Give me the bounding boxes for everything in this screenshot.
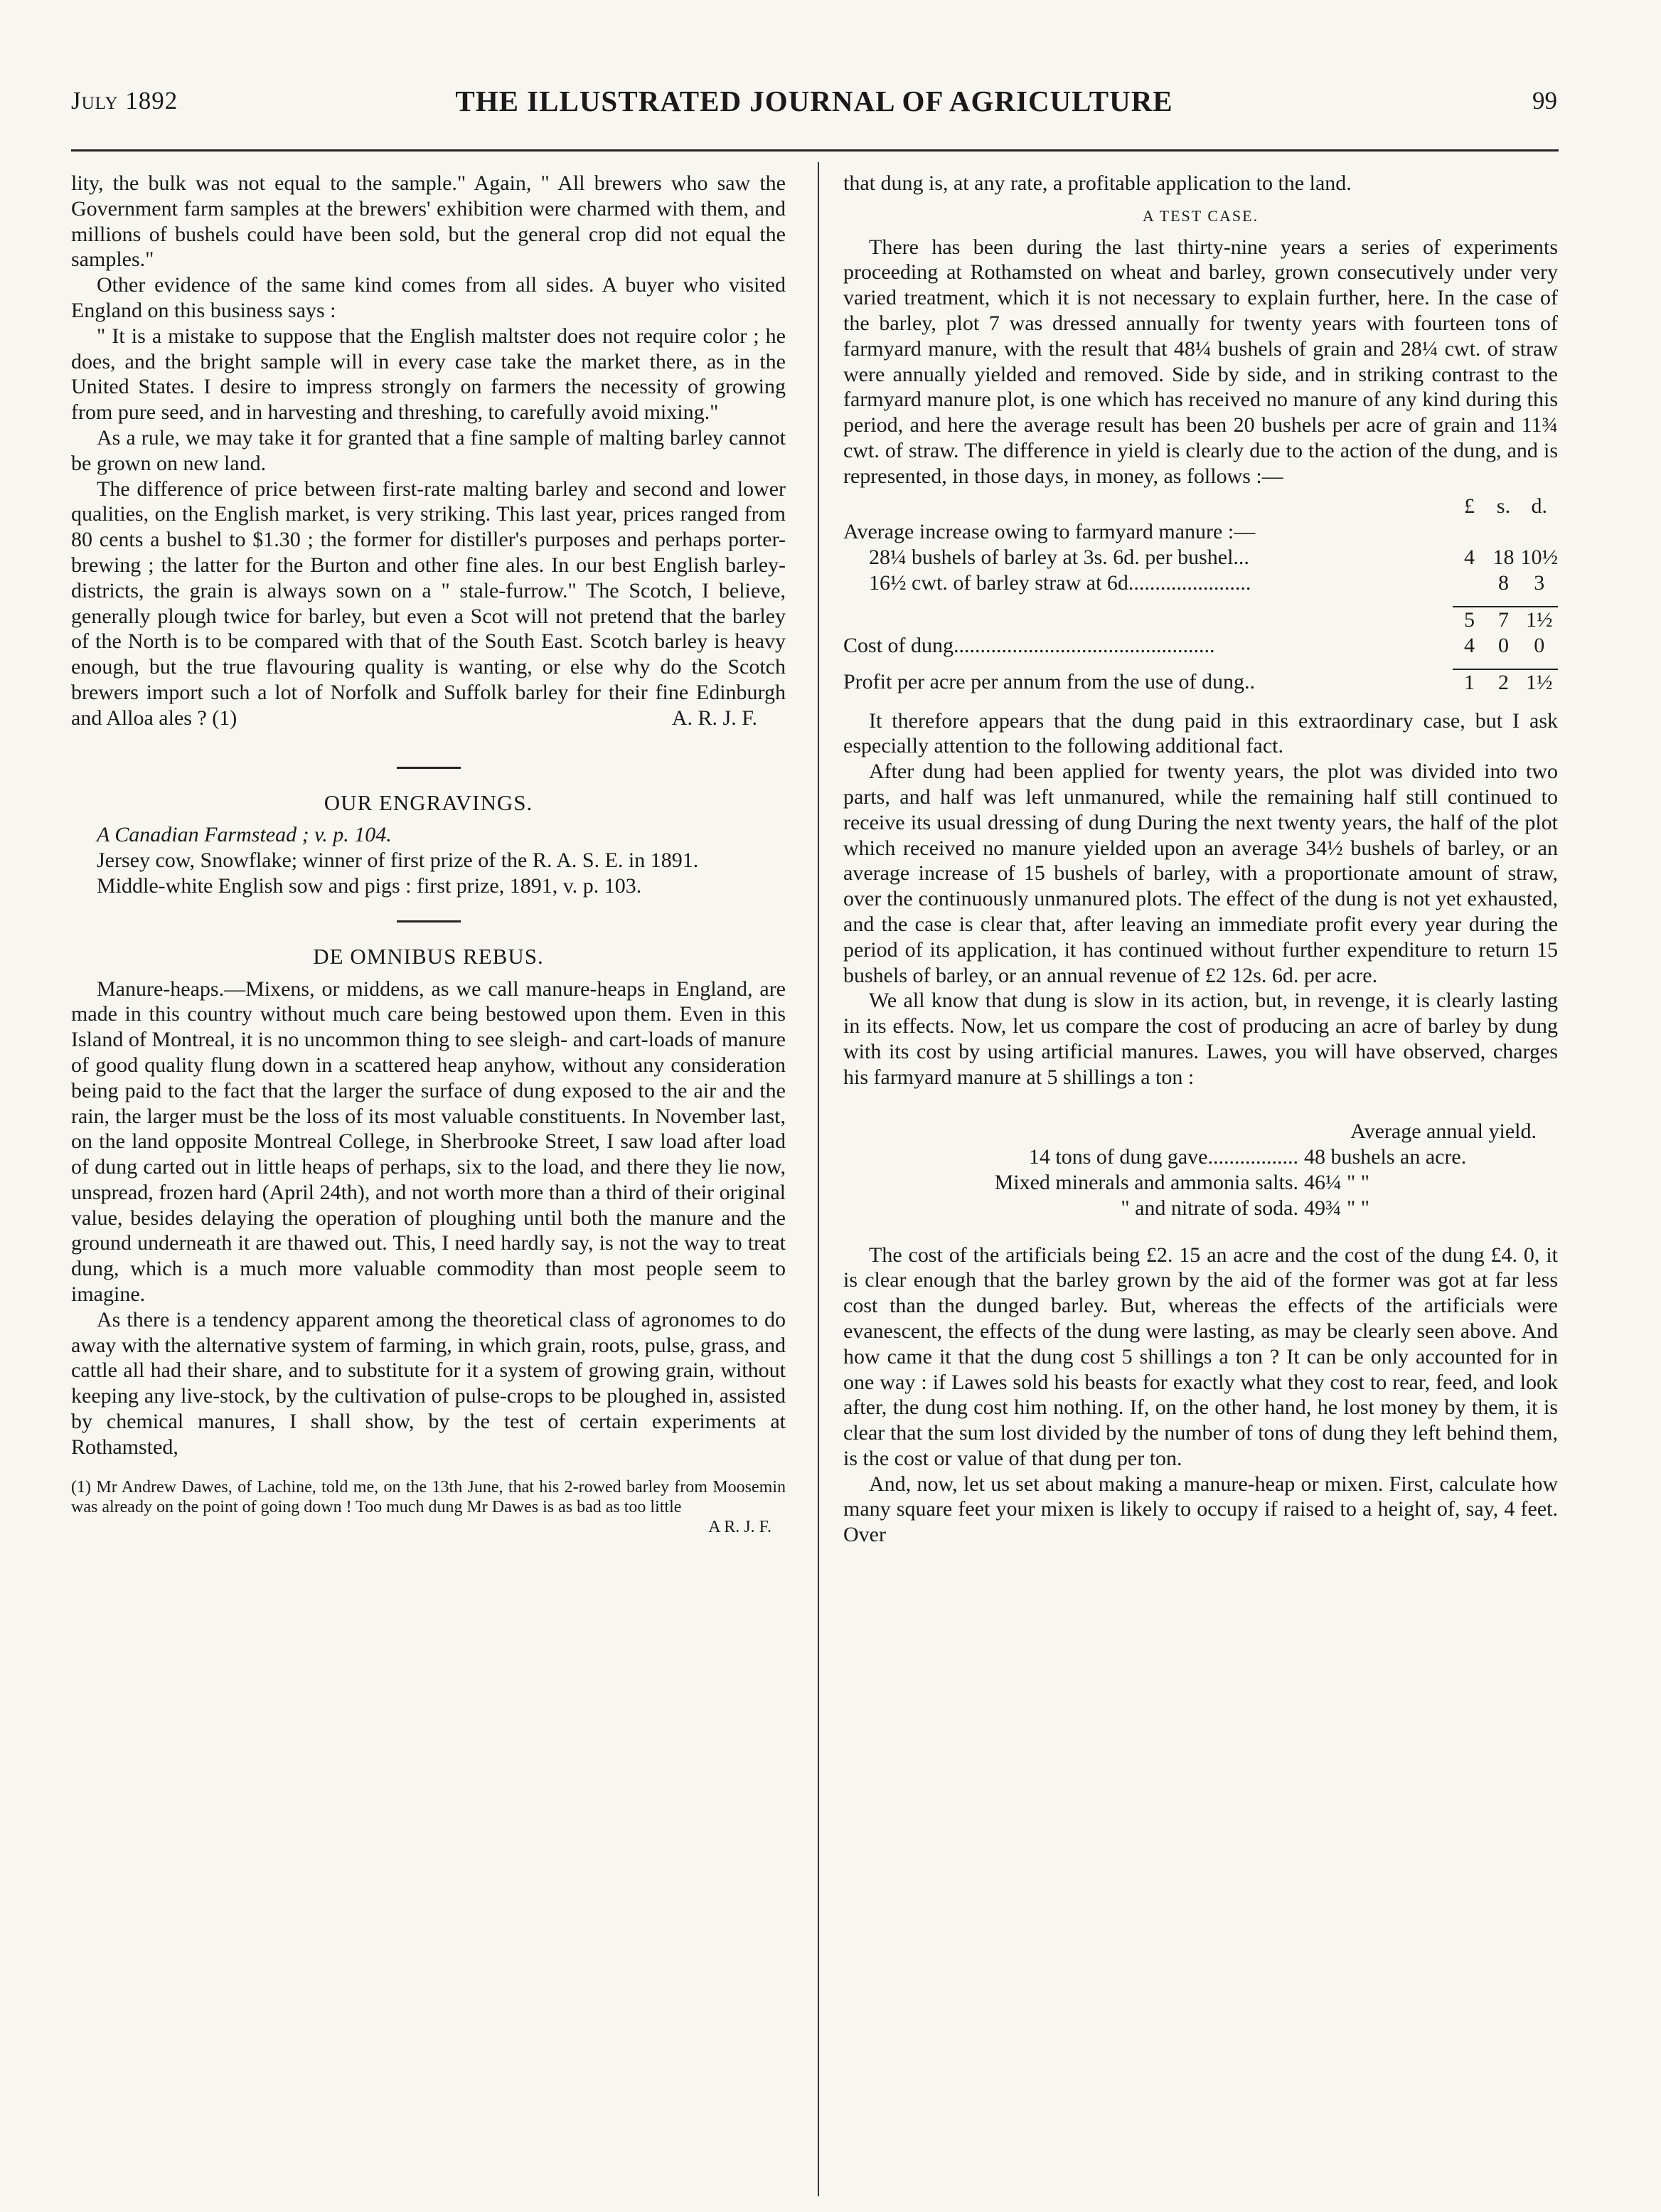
header-rule xyxy=(71,149,1559,151)
account-intro: Average increase owing to farmyard manure :— xyxy=(843,519,1256,543)
account-row xyxy=(843,570,1558,596)
right-column xyxy=(843,171,1558,1548)
currency-header: s. xyxy=(1496,494,1511,518)
account-row xyxy=(843,633,1558,659)
paragraph-text: The difference of price between first-rate malting barley and second and lower qualities, on the English market, is very striking. This last year, prices ranged from 80 cents a bushel to $1.30 ; the former for distiller's purposes and perhaps porter-brewing ; the latter for the Burton and other fine ales. In our best English barley-districts, the grain is always sown on a " stale-furrow." The Scotch, I believe, generally plough twice for barley, but even a Scot will not pretend that the barley of the North is to be compared with that of the South East. Scotch barley is heavy enough, but the true flavouring quality is wanting, or else why do the Scotch brewers import such a lot of Norfolk and Suffolk barley for their fine Edinburgh and Alloa ales ? (1) xyxy=(71,477,786,730)
account-total-row xyxy=(843,669,1558,696)
account-label: Profit per acre per annum from the use of dung.. xyxy=(843,669,1255,693)
account-table xyxy=(843,494,1558,696)
pence-value: 10½ xyxy=(1520,545,1558,569)
shillings-value: 8 xyxy=(1498,570,1509,595)
column-divider xyxy=(818,162,819,2196)
issue-date: July 1892 xyxy=(71,87,178,115)
section-heading-engravings: OUR ENGRAVINGS. xyxy=(324,789,533,815)
author-signature: A. R. J. F. xyxy=(671,706,757,730)
article-paragraph: Other evidence of the same kind comes from all sides. A buyer who visited England on this business says : xyxy=(71,273,786,322)
article-paragraph: Manure-heaps.—Mixens, or middens, as we call manure-heaps in England, are made in this country without much care being bestowed upon them. Even in this Island of Montreal, it is no uncommon thing to see sleigh- and cart-loads of manure of good quality flung down in a scattered heap anyhow, without any consideration being paid to the fact that the larger the surface of dung exposed to the air and the rain, the larger must be the loss of its most valuable constituents. In November last, on the land opposite Montreal College, in Sherbrooke Street, I saw load after load of dung carted out in little heaps of perhaps, six to the load, and there they lie now, unspread, frozen hard (April 24th), and not worth more than a third of their original value, besides delaying the operation of ploughing until both the manure and the ground underneath it are thawed out. This, I need hardly say, is not the way to treat dung, which is a much more valuable commodity than most people seem to imagine. xyxy=(71,977,786,1307)
engraving-item: Middle-white English sow and pigs : first prize, 1891, v. p. 103. xyxy=(97,873,642,898)
yield-row xyxy=(900,1170,1558,1196)
shillings-value: 2 xyxy=(1487,669,1521,696)
footnote xyxy=(71,1477,786,1537)
article-paragraph: It therefore appears that the dung paid in this extraordinary case, but I ask especially attention to the following additional fact. xyxy=(843,708,1558,758)
yield-value: 48 bushels an acre. xyxy=(1304,1144,1467,1169)
section-rule xyxy=(397,767,461,769)
footnote-signature: A R. J. F. xyxy=(708,1517,771,1536)
account-label: 16½ cwt. of barley straw at 6d....................... xyxy=(869,570,1251,595)
article-paragraph: After dung had been applied for twenty years, the plot was divided into two parts, and half was left unmanured, while the remaining half still continued to receive its usual dressing of dung During the next twenty years, the half of the plot which received no manure yielded upon an average 34½ bushels of barley, or an average increase of 15 bushels of barley, with a proportionate amount of straw, over the continuously unmanured plots. The effect of the dung is not yet exhausted, and the case is clear that, after leaving an immediate profit every year during the period of its application, it has continued without further expenditure to return 15 bushels of barley, or an annual revenue of £2 12s. 6d. per acre. xyxy=(843,760,1558,987)
subheading-test-case: A TEST CASE. xyxy=(1142,206,1259,225)
yield-label: " and nitrate of soda. xyxy=(1121,1196,1298,1220)
yield-row xyxy=(900,1196,1558,1221)
journal-title: THE ILLUSTRATED JOURNAL OF AGRICULTURE xyxy=(455,85,1173,117)
pounds-value: 5 xyxy=(1453,607,1487,633)
yield-row xyxy=(900,1144,1558,1170)
yield-label: 14 tons of dung gave................. xyxy=(1028,1144,1298,1169)
footnote-text: (1) Mr Andrew Dawes, of Lachine, told me, on the 13th June, that his 2-rowed barley from Moosemin was already on the point of going down ! Too much dung Mr Dawes is as bad as too little xyxy=(71,1477,786,1516)
currency-header: £ xyxy=(1464,494,1475,518)
engraving-item: Jersey cow, Snowflake; winner of first prize of the R. A. S. E. in 1891. xyxy=(97,849,699,873)
account-row xyxy=(843,545,1558,570)
section-heading-rebus: DE OMNIBUS REBUS. xyxy=(313,943,544,969)
article-paragraph: that dung is, at any rate, a profitable application to the land. xyxy=(843,171,1352,195)
yield-value: 46¼ " " xyxy=(1304,1170,1369,1194)
quoted-paragraph: " It is a mistake to suppose that the English maltster does not require color ; he does, and the bright sample will in every case take the market there, as in the United States. I desire to impress strongly on farmers the necessity of growing from pure seed, and in harvesting and threshing, to carefully avoid mixing." xyxy=(71,324,786,425)
pence-value: 1½ xyxy=(1521,669,1559,696)
pounds-value xyxy=(1453,570,1487,596)
pounds-value: 4 xyxy=(1464,633,1475,657)
yield-heading: Average annual yield. xyxy=(1350,1119,1537,1143)
article-paragraph: We all know that dung is slow in its action, but, in revenge, it is clearly lasting in its effects. Now, let us compare the cost of producing an acre of barley by dung with its cost by using artificial manures. Lawes, you will have observed, charges his farmyard manure at 5 shillings a ton : xyxy=(843,989,1558,1089)
article-paragraph: lity, the bulk was not equal to the sample." Again, " All brewers who saw the Government farm samples at the brewers' exhibition were charmed with them, and millions of bushels could have been sold, but the general crop did not equal the samples." xyxy=(71,171,786,272)
left-column xyxy=(71,171,786,1537)
pence-value: 0 xyxy=(1534,633,1545,657)
article-paragraph: As there is a tendency apparent among the theoretical class of agronomes to do away with the alternative system of farming, in which grain, roots, pulse, grass, and cattle all had their share, and to substitute for it a system of growing grain, without keeping any live-stock, by the cultivation of pulse-crops to be ploughed in, assisted by chemical manures, I shall show, by the test of certain experiments at Rothamsted, xyxy=(71,1307,786,1459)
pence-value: 1½ xyxy=(1521,607,1559,633)
account-label: Cost of dung................................................. xyxy=(843,633,1215,657)
yield-label: Mixed minerals and ammonia salts. xyxy=(994,1170,1298,1194)
article-paragraph: The cost of the artificials being £2. 15 an acre and the cost of the dung £4. 0, it is clear enough that the barley grown by the aid of the former was got at far less cost than the dunged barley. But, whereas the effects of the artificials were evanescent, the effects of the dung were lasting, as may be clearly seen above. And how came it that the dung cost 5 shillings a ton ? It can be only accounted for in one way : if Lawes sold his beasts for exactly what they cost to rear, feed, and look after, the dung cost him nothing. If, on the other hand, he lost money by them, it is clear that the sum lost divided by the number of tons of dung they left behind them, is the cost or value of that dung per ton. xyxy=(843,1243,1558,1470)
account-label: 28¼ bushels of barley at 3s. 6d. per bushel... xyxy=(869,545,1249,569)
shillings-value: 18 xyxy=(1492,545,1515,569)
article-paragraph: As a rule, we may take it for granted that a fine sample of malting barley cannot be grown on new land. xyxy=(71,425,786,475)
pounds-value: 4 xyxy=(1464,545,1475,569)
pounds-value: 1 xyxy=(1453,669,1487,696)
article-paragraph xyxy=(71,477,786,731)
shillings-value: 0 xyxy=(1498,633,1509,657)
yield-table xyxy=(900,1119,1558,1221)
account-subtotal-row xyxy=(843,607,1558,633)
running-header xyxy=(71,87,1557,129)
article-paragraph: There has been during the last thirty-nine years a series of experiments proceeding at Rothamsted on wheat and barley, grown consecutively under very varied treatment, which it is not necessary to explain further, here. In the case of the barley, plot 7 was dressed annually for twenty years with fourteen tons of farmyard manure, with the result that 48¼ bushels of grain and 28¼ cwt. of straw were annually yielded and removed. Side by side, and in striking contrast to the farmyard manure plot, is one which has received no manure of any kind during this period, and here the average result has been 20 bushels per acre of grain and 11¾ cwt. of straw. The difference in yield is clearly due to the action of the dung, and is represented, in those days, in money, as follows :— xyxy=(843,235,1558,488)
page-number: 99 xyxy=(1532,87,1557,115)
article-paragraph: And, now, let us set about making a manure-heap or mixen. First, calculate how many square feet your mixen is likely to occupy if raised to a height of, say, 4 feet. Over xyxy=(843,1472,1558,1547)
section-rule xyxy=(397,920,461,922)
pence-value: 3 xyxy=(1534,570,1545,595)
shillings-value: 7 xyxy=(1487,607,1521,633)
currency-header: d. xyxy=(1531,494,1547,518)
yield-value: 49¾ " " xyxy=(1304,1196,1369,1220)
engraving-item: A Canadian Farmstead ; v. p. 104. xyxy=(97,823,392,847)
